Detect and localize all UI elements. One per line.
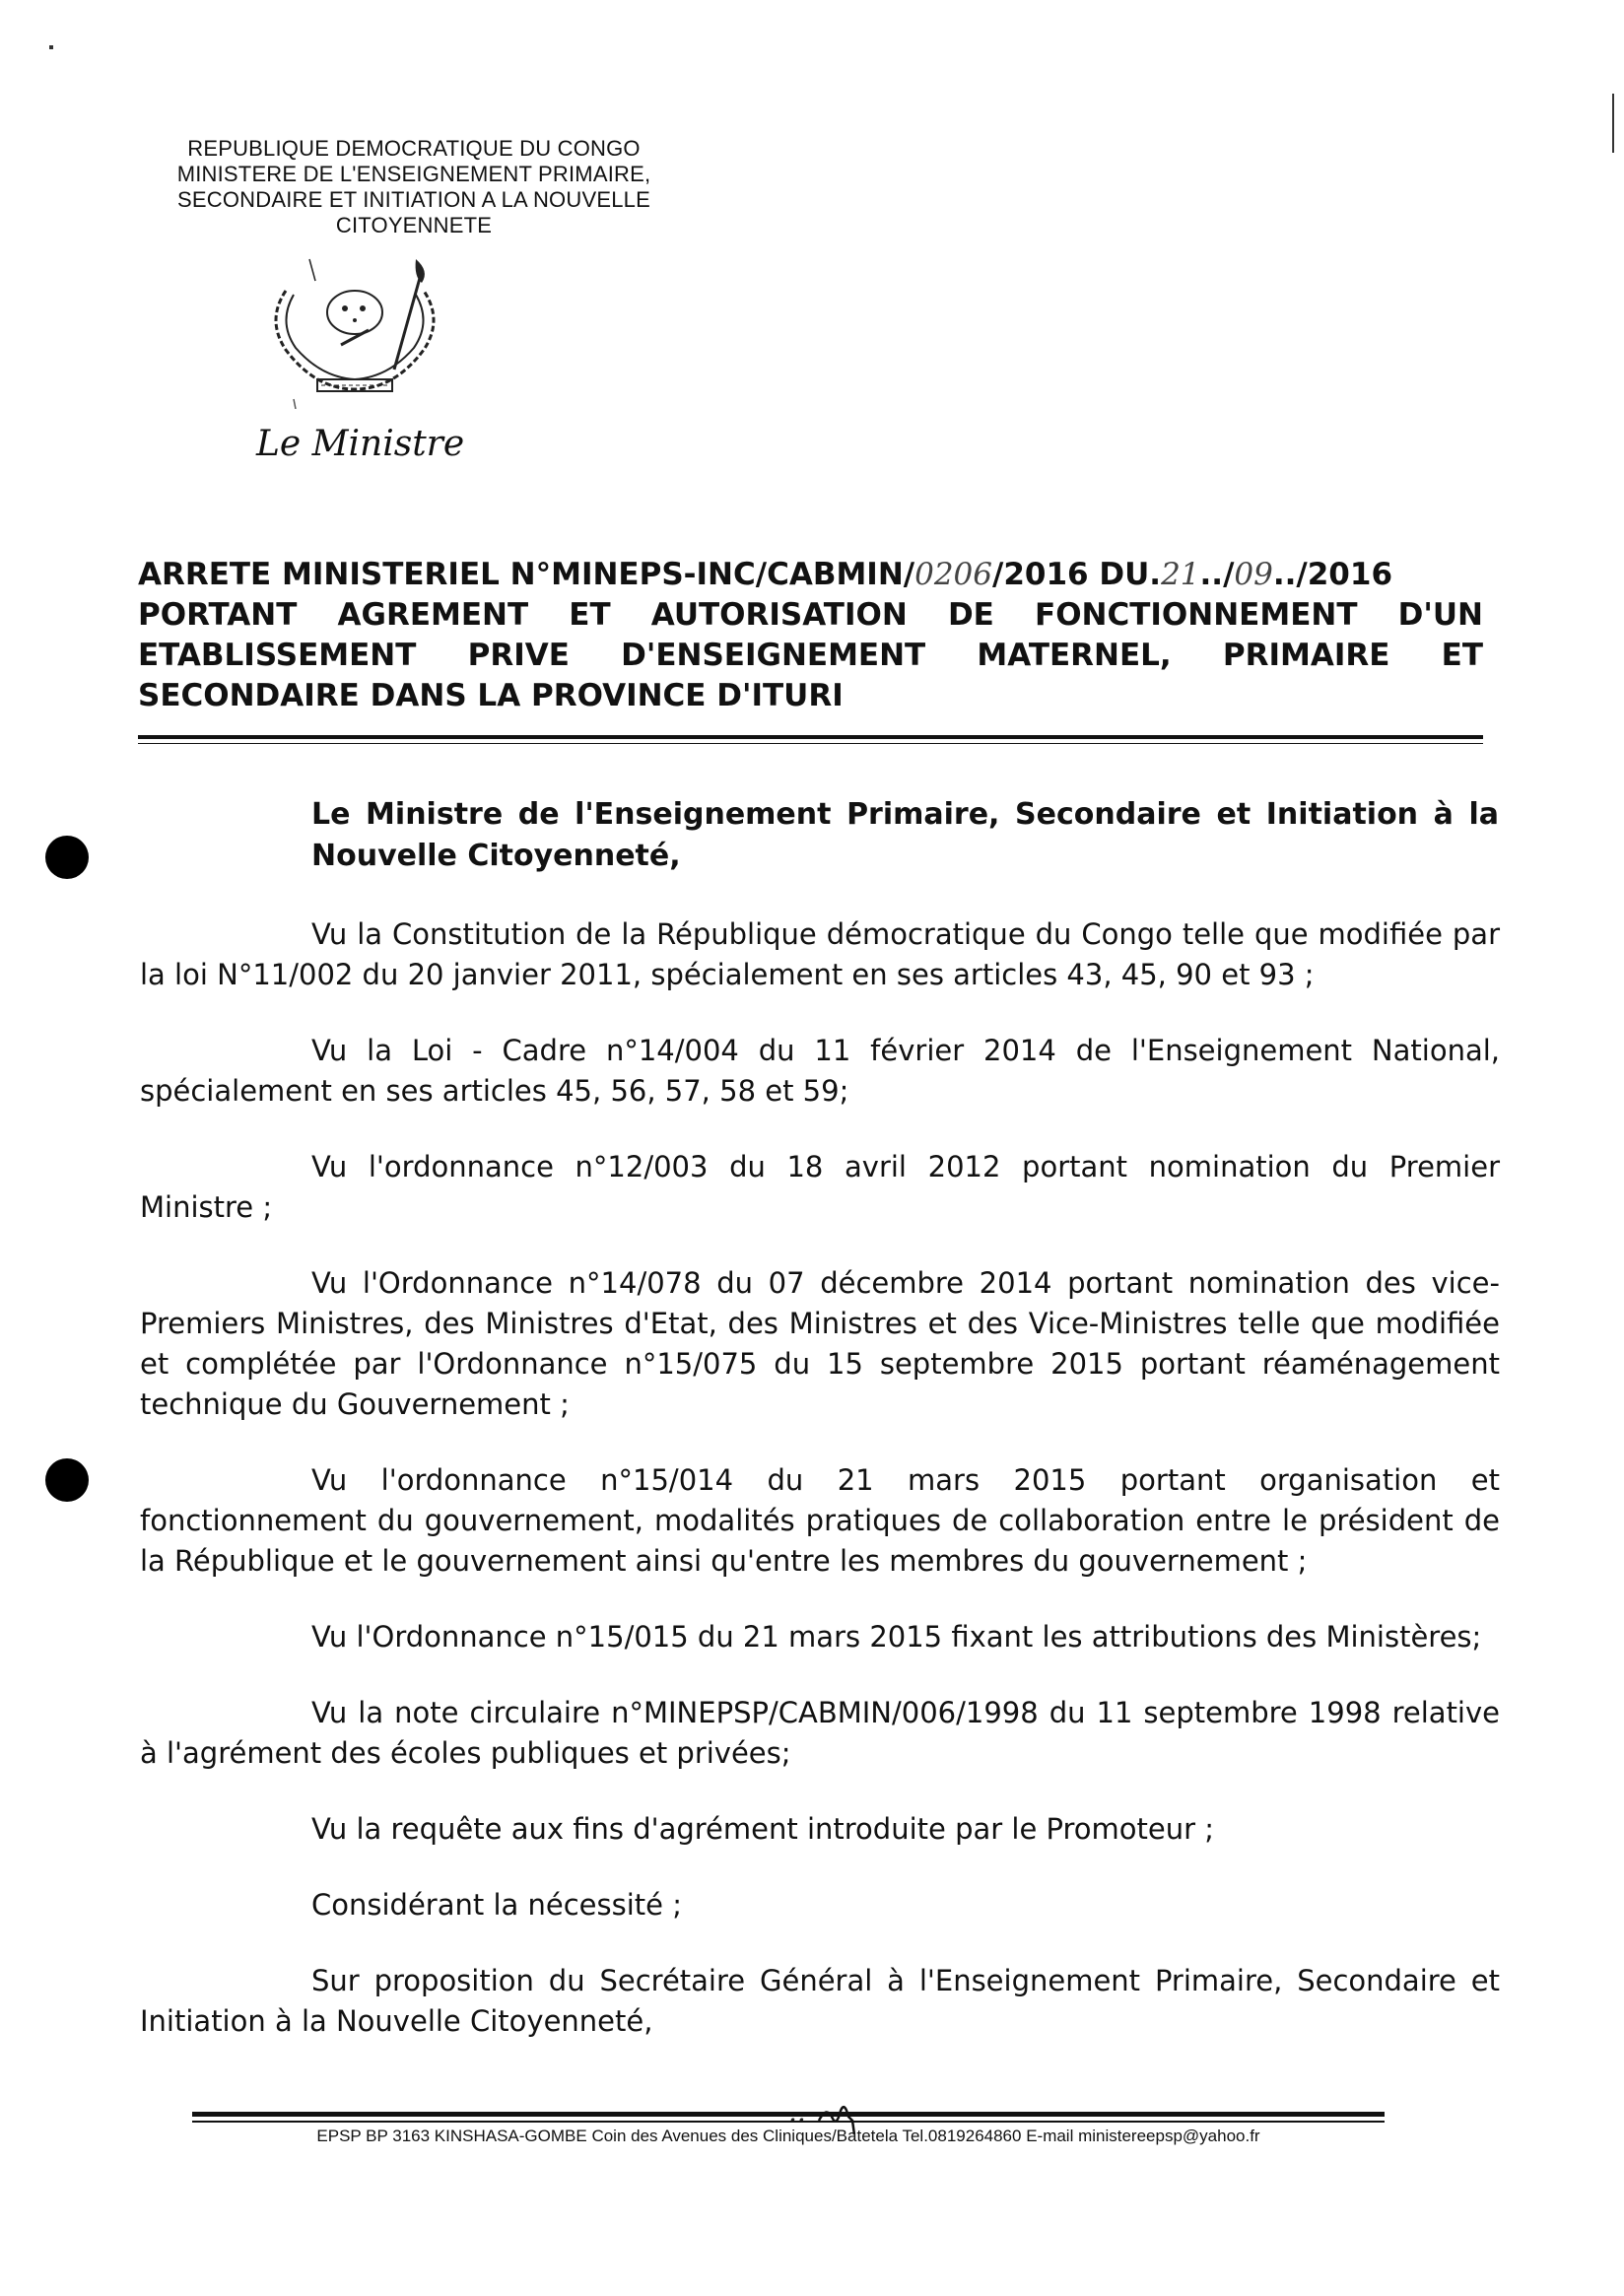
decree-title-mid: /2016 DU.: [992, 557, 1162, 592]
scan-speck: [49, 45, 53, 49]
recital-paragraph: Vu l'Ordonnance n°14/078 du 07 décembre 2014 portant nomination des vice-Premiers Ministres, des Ministres d'Etat, des Ministres et des Vice-Ministres telle que modifiée et complétée par l'Ordonnance n°15/075 du 15 septembre 2015 portant réaménagement technique du Gouvernement ;: [140, 1266, 1500, 1421]
decree-title-suffix: ../2016: [1272, 557, 1393, 592]
recital-paragraph: Vu la Constitution de la République démocratique du Congo telle que modifiée par la loi N°11/002 du 20 janvier 2011, spécialement en ses articles 43, 45, 90 et 93 ;: [140, 917, 1500, 991]
decree-title-line4: [138, 676, 1483, 716]
decree-month-handwritten: 09: [1234, 557, 1273, 592]
coat-of-arms-emblem-icon: [246, 251, 463, 409]
title-word: AUTORISATION: [650, 597, 908, 633]
footer-rule: [192, 2112, 1385, 2117]
decree-title-sep: ../: [1199, 557, 1235, 592]
footer-rule-thin: [192, 2121, 1385, 2123]
recital-paragraph: Sur proposition du Secrétaire Général à l'Enseignement Primaire, Secondaire et Initiation à la Nouvelle Citoyenneté,: [140, 1964, 1500, 2038]
punch-hole-mark: [45, 836, 89, 879]
title-rule: [138, 735, 1483, 739]
title-word: PRIMAIRE: [1222, 638, 1390, 673]
footer-address: EPSP BP 3163 KINSHASA-GOMBE Coin des Avenues des Cliniques/Batetela Tel.0819264860 E-mail ministereepsp@yahoo.fr: [316, 2127, 1260, 2145]
letterhead-country: REPUBLIQUE DEMOCRATIQUE DU CONGO: [187, 136, 641, 161]
recitals: [140, 914, 1500, 2077]
decree-title-line2: [138, 595, 1483, 636]
title-word: ET: [569, 597, 611, 633]
decree-day-handwritten: 21: [1161, 557, 1200, 592]
scan-edge-mark: [1612, 94, 1614, 153]
recital-paragraph: Vu la Loi - Cadre n°14/004 du 11 février 2014 de l'Enseignement National, spécialement en ses articles 45, 56, 57, 58 et 59;: [140, 1034, 1500, 1108]
decree-title-line3: [138, 636, 1483, 676]
title-word: PRIVE: [467, 638, 570, 673]
title-word: SECONDAIRE DANS LA PROVINCE D'ITURI: [138, 678, 844, 713]
issuing-authority: Le Ministre de l'Enseignement Primaire, Secondaire et Initiation à la Nouvelle Citoyenneté,: [311, 797, 1499, 873]
recital-paragraph: Vu la requête aux fins d'agrément introduite par le Promoteur ;: [311, 1812, 1215, 1846]
decree-number-handwritten: 0206: [914, 557, 992, 592]
decree-title-line1: [138, 555, 1483, 595]
recital-paragraph: Vu l'Ordonnance n°15/015 du 21 mars 2015 fixant les attributions des Ministères;: [311, 1620, 1482, 1654]
decree-title: [138, 555, 1483, 716]
title-word: PORTANT: [138, 597, 298, 633]
title-word: AGREMENT: [337, 597, 529, 633]
title-word: ET: [1441, 638, 1483, 673]
letterhead-ministry-line2: SECONDAIRE ET INITIATION A LA NOUVELLE: [177, 187, 650, 212]
title-word: D'UN: [1397, 597, 1483, 633]
title-word: DE: [947, 597, 994, 633]
letterhead-ministry-line3: CITOYENNETE: [335, 213, 493, 237]
decree-title-prefix: ARRETE MINISTERIEL N°MINEPS-INC/CABMIN/: [138, 557, 915, 592]
title-word: ETABLISSEMENT: [138, 638, 417, 673]
letterhead-ministry-line1: MINISTERE DE L'ENSEIGNEMENT PRIMAIRE,: [176, 162, 651, 186]
punch-hole-mark: [45, 1458, 89, 1502]
letterhead: [99, 136, 729, 238]
recital-paragraph: Vu la note circulaire n°MINEPSP/CABMIN/006/1998 du 11 septembre 1998 relative à l'agrément des écoles publiques et privées;: [140, 1696, 1500, 1770]
signatory-title: Le Ministre: [256, 424, 465, 464]
recital-paragraph: Considérant la nécessité ;: [311, 1888, 682, 1922]
title-word: D'ENSEIGNEMENT: [621, 638, 926, 673]
title-rule-thin: [138, 743, 1483, 744]
title-word: FONCTIONNEMENT: [1035, 597, 1358, 633]
recital-paragraph: Vu l'ordonnance n°15/014 du 21 mars 2015 portant organisation et fonctionnement du gouvernement, modalités pratiques de collaboration entre le président de la République et le gouvernement ainsi qu'entre les membres du gouvernement ;: [140, 1463, 1500, 1578]
recital-paragraph: Vu l'ordonnance n°12/003 du 18 avril 2012 portant nomination du Premier Ministre ;: [140, 1150, 1500, 1224]
title-word: MATERNEL,: [977, 638, 1172, 673]
